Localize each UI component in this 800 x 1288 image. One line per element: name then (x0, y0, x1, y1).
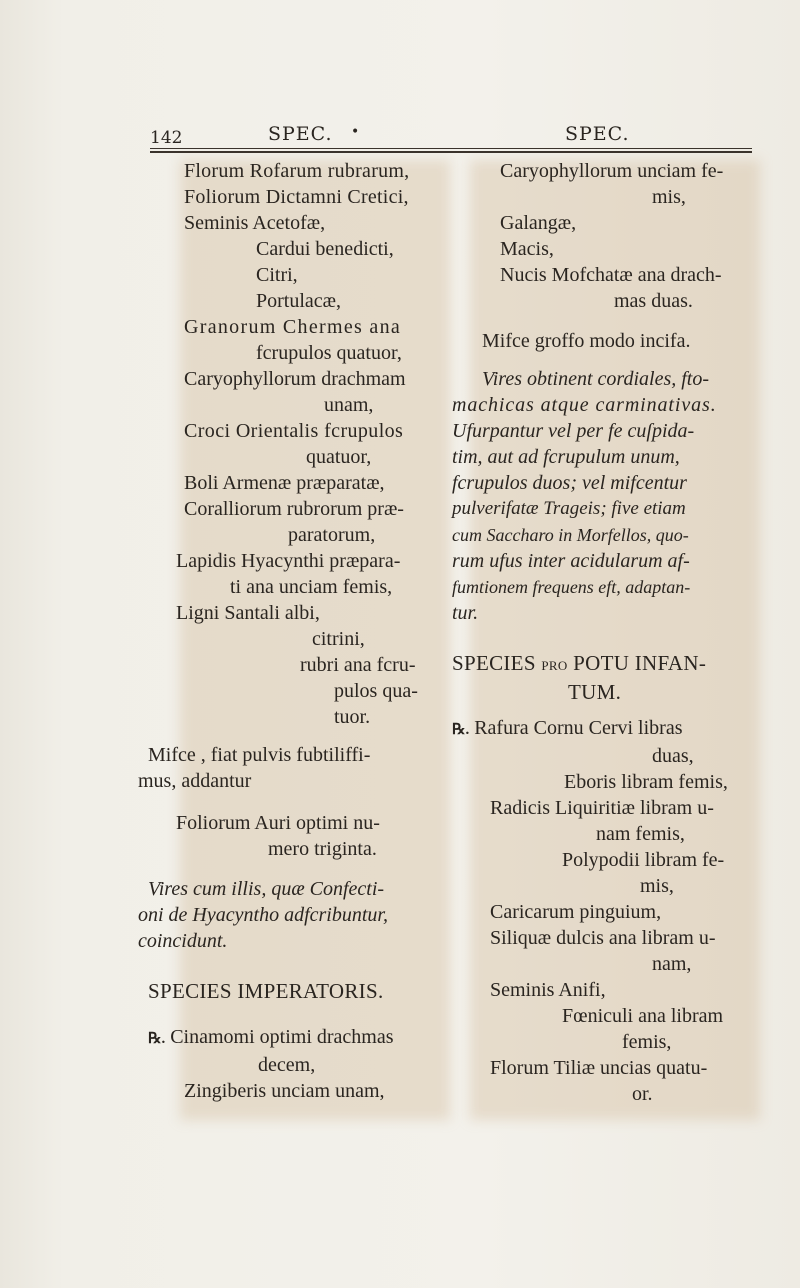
text-line: Fœniculi ana libram (562, 1005, 724, 1027)
text-line: paratorum, (288, 524, 376, 546)
text-line: tuor. (334, 706, 371, 728)
header-rule (150, 148, 752, 149)
text-line: Portulacæ, (256, 290, 341, 312)
text-line (452, 715, 772, 743)
right-column (452, 158, 772, 1107)
text-line: Zingiberis unciam unam, (184, 1080, 385, 1102)
text-line: Caryophyllorum unciam fe- (500, 160, 724, 182)
text-line: pulos qua- (334, 680, 418, 702)
text-line: Seminis Anifi, (490, 979, 606, 1001)
text-line: Foliorum Auri optimi nu- (176, 812, 380, 834)
section-heading (452, 650, 772, 679)
text-line: Cardui benedicti, (256, 238, 394, 260)
text-line-italic: machicas atque carminativas. (452, 394, 717, 416)
text-line: femis, (622, 1031, 672, 1053)
text-line: Granorum Chermes ana (184, 316, 402, 338)
running-header-right: SPEC. (565, 123, 630, 145)
text-line: Macis, (500, 238, 554, 260)
text-line-italic: Vires cum illis, quæ Confecti- (148, 878, 385, 900)
text-line: Eboris libram femis, (564, 771, 728, 793)
text-line: Ligni Santali albi, (176, 602, 320, 624)
running-header-left: SPEC. (268, 123, 333, 145)
text-line: Caryophyllorum drachmam (184, 368, 406, 390)
text-line: Polypodii libram fe- (562, 849, 725, 871)
text-line: nam femis, (596, 823, 685, 845)
recipe-symbol: ℞. (148, 1031, 166, 1047)
text-line: Coralliorum rubrorum præ- (184, 498, 404, 520)
text-line: Siliquæ dulcis ana libram u- (490, 927, 716, 949)
text-line: unam, (324, 394, 374, 416)
text-run: Rafura Cornu Cervi libras (474, 717, 683, 739)
text-line: Seminis Acetofæ, (184, 212, 326, 234)
section-heading: SPECIES IMPERATORIS. (148, 979, 384, 1003)
text-line: Lapidis Hyacynthi præpara- (176, 550, 401, 572)
text-line: duas, (652, 745, 694, 767)
text-line: citrini, (312, 628, 365, 650)
text-line: Boli Armenæ præparatæ, (184, 472, 385, 494)
text-line: mis, (652, 186, 686, 208)
left-column (138, 158, 450, 1104)
text-line: mero triginta. (268, 838, 377, 860)
text-line-italic: tim, aut ad fcrupulum unum, (452, 446, 680, 468)
text-line: Croci Orientalis fcrupulos (184, 420, 404, 442)
text-line: Caricarum pinguium, (490, 901, 662, 923)
heading-run: SPECIES (452, 651, 536, 675)
text-line: nam, (652, 953, 692, 975)
recipe-symbol: ℞. (452, 722, 470, 738)
text-line: rubri ana fcru- (300, 654, 416, 676)
heading-run-small: PRO (541, 658, 568, 673)
text-line: Florum Rofarum rubrarum, (184, 160, 410, 182)
text-line: fcrupulos quatuor, (256, 342, 402, 364)
text-line: Mifce , fiat pulvis fubtiliffi- (148, 744, 371, 766)
text-line: or. (632, 1083, 653, 1105)
section-heading-cont: TUM. (568, 680, 622, 704)
text-line-italic: oni de Hyacyntho adfcribuntur, (138, 904, 388, 926)
text-line: Florum Tiliæ uncias quatu- (490, 1057, 708, 1079)
text-line-italic: coincidunt. (138, 930, 228, 952)
header-dot: • (351, 124, 360, 140)
text-line: decem, (258, 1054, 316, 1076)
text-line: Citri, (256, 264, 298, 286)
text-line-italic: Ufurpantur vel per fe cuſpida- (452, 420, 695, 442)
text-line: Mifce groffo modo incifa. (482, 330, 691, 352)
page-number: 142 (150, 128, 183, 148)
heading-run: POTU INFAN- (573, 651, 707, 675)
text-run: Cinamomi optimi drachmas (170, 1026, 394, 1048)
text-line-italic: fumtionem frequens eft, adaptan- (452, 577, 691, 597)
text-line-italic: Vires obtinent cordiales, fto- (482, 368, 710, 390)
text-line: Nucis Mofchatæ ana drach- (500, 264, 722, 286)
text-line-italic: pulverifatæ Trageis; five etiam (452, 498, 686, 519)
text-line: Galangæ, (500, 212, 577, 234)
text-line: ti ana unciam femis, (230, 576, 393, 598)
text-line: Foliorum Dictamni Cretici, (184, 186, 409, 208)
text-line-italic: tur. (452, 602, 479, 624)
text-line: mus, addantur (138, 770, 252, 792)
text-line: Radicis Liquiritiæ libram u- (490, 797, 714, 819)
text-line: quatuor, (306, 446, 372, 468)
header-rule-thick (150, 151, 752, 153)
text-line: mas duas. (614, 290, 693, 312)
text-line (138, 1024, 450, 1052)
text-line-italic: fcrupulos duos; vel mifcentur (452, 472, 687, 494)
text-line-italic: rum ufus inter acidularum af- (452, 550, 690, 572)
text-line-italic: cum Saccharo in Morfellos, quo- (452, 525, 689, 545)
text-line: mis, (640, 875, 674, 897)
